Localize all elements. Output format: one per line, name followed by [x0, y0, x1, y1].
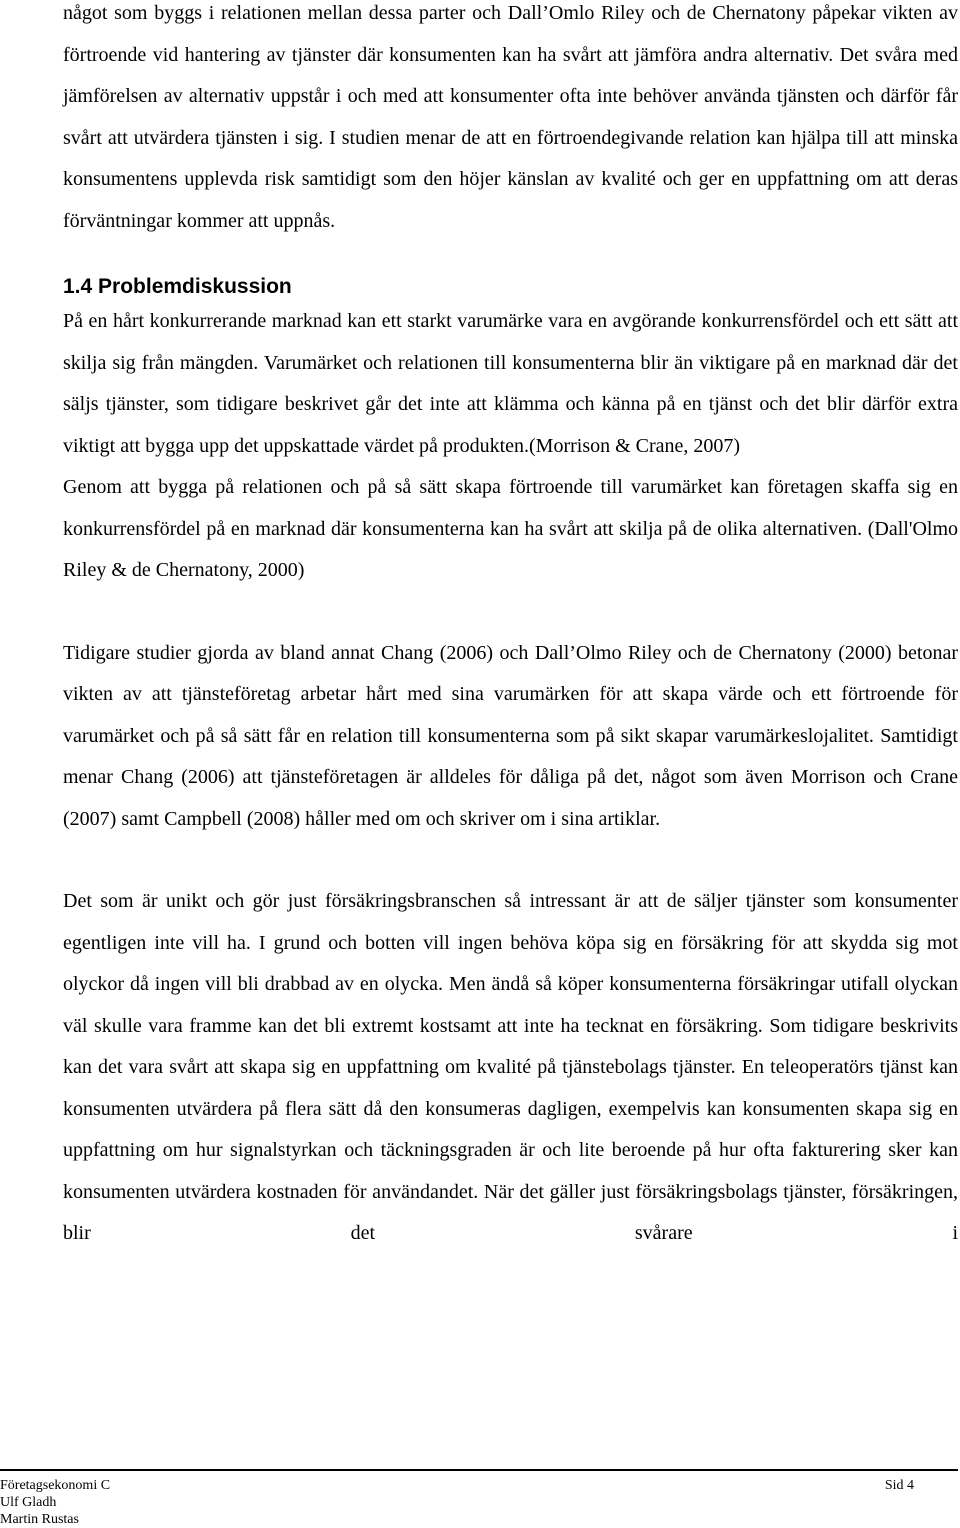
paragraph-intro: något som byggs i relationen mellan dessa parter och Dall’Omlo Riley och de Chernatony påpekar vikten av förtroende vid hantering av tjänster där konsumenten kan ha svårt att jämföra andra alternativ. Det svåra med jämförelsen av alternativ uppstår i och med att konsumenter ofta inte behöver använda tjänsten och därför får svårt att utvärdera tjänsten i sig. I studien menar de att en förtroendegivande relation kan hjälpa till att minska konsumentens upplevda risk samtidigt som den höjer känslan av kvalité och ger en uppfattning om att deras förväntningar kommer att uppnås.: [63, 2, 958, 232]
document-body: [63, 0, 958, 1255]
paragraph-problem: På en hårt konkurrerande marknad kan ett starkt varumärke vara en avgörande konkurrensfördel och ett sätt att skilja sig från mängden. Varumärket och relationen till konsumenterna blir än viktigare på en marknad där det säljs tjänster, som tidigare beskrivet går det inte att klämma och känna på en tjänst och det blir därför extra viktigt att bygga upp det uppskattade värdet på produkten.(Morrison & Crane, 2007): [63, 310, 958, 457]
page-footer: [0, 1469, 958, 1528]
paragraph-insurance: Det som är unikt och gör just försäkringsbranschen så intressant är att de säljer tjänster som konsumenter egentligen inte vill ha. I grund och botten vill ingen behöva köpa sig en försäkring för att skydda sig mot olyckor då ingen vill bli drabbad av en olycka. Men ändå så köper konsumenterna försäkringar utifall olyckan väl skulle vara framme kan det bli extremt kostsamt att inte ha tecknat en försäkring. Som tidigare beskrivits kan det vara svårt att skapa sig en uppfattning om kvalité på tjänstebolags tjänster. En teleoperatörs tjänst kan konsumenten utvärdera på flera sätt då den konsumeras dagligen, exempelvis kan konsumenten skapa sig en uppfattning om hur signalstyrkan och täckningsgraden är och lite beroende på hur ofta fakturering sker kan konsumenten utvärdera kostnaden för användandet. När det gäller just försäkringsbolags tjänster, försäkringen, blir det svårare i: [63, 890, 958, 1244]
footer-author: Martin Rustas: [0, 1512, 79, 1527]
paragraph-gap: [63, 840, 958, 881]
footer-course: Företagsekonomi C: [0, 1478, 111, 1493]
paragraph-gap: [63, 592, 958, 633]
paragraph-studies: Tidigare studier gjorda av bland annat Chang (2006) och Dall’Olmo Riley och de Chernatony (2000) betonar vikten av att tjänsteföretag arbetar hårt med sina varumärken för att skapa värde och ett förtroende för varumärket och på så sätt får en relation till konsumenterna som på sikt skapar varumärkeslojalitet. Samtidigt menar Chang (2006) att tjänsteföretagen är alldeles för dåliga på det, något som även Morrison och Crane (2007) samt Campbell (2008) håller med om och skriver om i sina artiklar.: [63, 641, 958, 830]
footer-author: Ulf Gladh: [0, 1495, 57, 1510]
page-number: Sid 4: [884, 1478, 914, 1493]
paragraph-relation: Genom att bygga på relationen och på så sätt skapa förtroende till varumärket kan företagen skaffa sig en konkurrensfördel på en marknad där konsumenterna kan ha svårt att skilja på de olika alternativen. (Dall'Olmo Riley & de Chernatony, 2000): [63, 476, 958, 581]
section-heading: 1.4 Problemdiskussion: [63, 275, 292, 298]
